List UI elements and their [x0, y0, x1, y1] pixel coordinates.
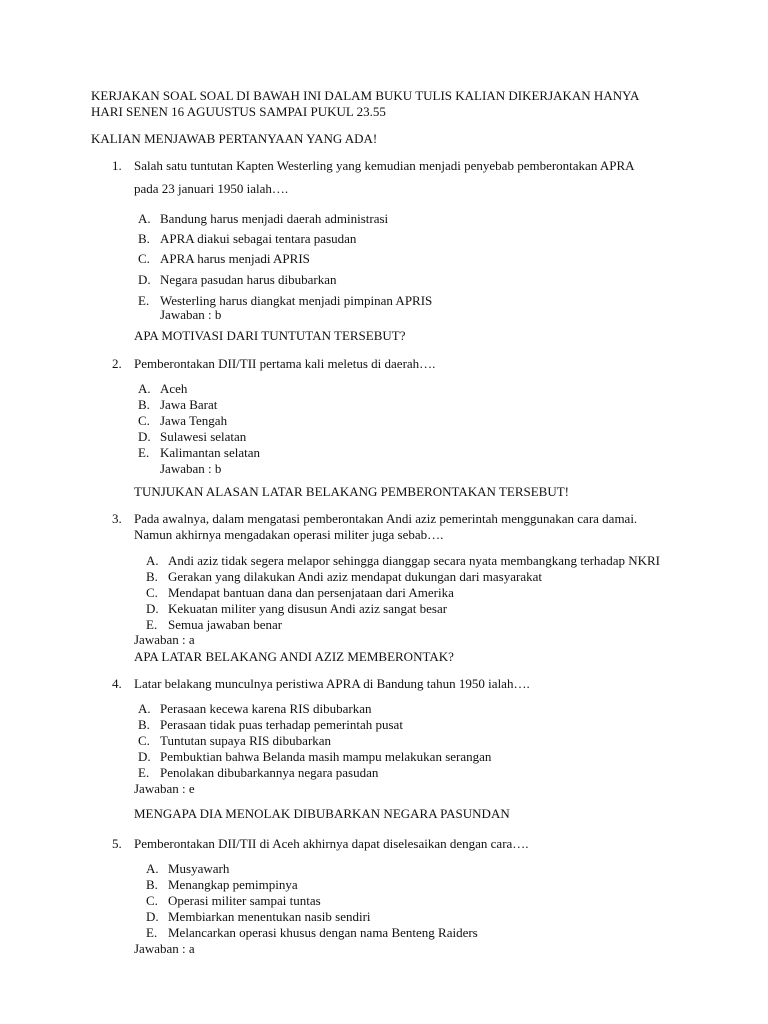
question-5-answer: Jawaban : a — [134, 941, 195, 956]
option-text: Musyawarh — [168, 861, 230, 876]
option-text: Operasi militer sampai tuntas — [168, 893, 321, 908]
option-letter: D. — [138, 429, 151, 444]
option-text: Tuntutan supaya RIS dibubarkan — [160, 733, 332, 748]
option-letter: D. — [146, 601, 159, 616]
question-5-number: 5. — [112, 836, 122, 851]
option-letter: A. — [138, 381, 151, 396]
option-letter: B. — [146, 569, 158, 584]
question-3-answer: Jawaban : a — [134, 632, 195, 647]
option-letter: E. — [146, 617, 158, 632]
option-text: Negara pasudan harus dibubarkan — [160, 272, 337, 287]
question-3-text-line2: Namun akhirnya mengadakan operasi militer juga sebab…. — [134, 527, 444, 542]
question-2-follow-up: TUNJUKAN ALASAN LATAR BELAKANG PEMBERONTAKAN TERSEBUT! — [134, 484, 569, 499]
option-text: Aceh — [160, 381, 188, 396]
option-text: Gerakan yang dilakukan Andi aziz mendapat dukungan dari masyarakat — [168, 569, 542, 584]
option-text: Pembuktian bahwa Belanda masih mampu melakukan serangan — [160, 749, 492, 764]
option-text: Jawa Barat — [160, 397, 218, 412]
question-4-text: Latar belakang munculnya peristiwa APRA di Bandung tahun 1950 ialah…. — [134, 676, 530, 691]
option-letter: D. — [138, 272, 151, 287]
question-4-number: 4. — [112, 676, 122, 691]
option-letter: A. — [138, 211, 151, 226]
option-text: Mendapat bantuan dana dan persenjataan dari Amerika — [168, 585, 454, 600]
question-1-text-line2: pada 23 januari 1950 ialah…. — [134, 181, 289, 196]
option-text: Andi aziz tidak segera melapor sehingga dianggap secara nyata membangkang terhadap NKRI — [168, 553, 661, 568]
question-2-number: 2. — [112, 356, 122, 371]
option-text: Membiarkan menentukan nasib sendiri — [168, 909, 371, 924]
option-letter: E. — [138, 445, 150, 460]
question-3-follow-up: APA LATAR BELAKANG ANDI AZIZ MEMBERONTAK? — [134, 649, 454, 664]
instruction-heading: KERJAKAN SOAL SOAL DI BAWAH INI DALAM BUKU TULIS KALIAN DIKERJAKAN HANYA HARI SENEN 16 AGUUSTUS SAMPAI PUKUL 23.55 — [91, 88, 640, 119]
question-1-text: Salah satu tuntutan Kapten Westerling yang kemudian menjadi penyebab pemberontakan APRA — [134, 158, 635, 173]
option-letter: B. — [138, 231, 150, 246]
option-text: Perasaan kecewa karena RIS dibubarkan — [160, 701, 372, 716]
question-1-follow-up: APA MOTIVASI DARI TUNTUTAN TERSEBUT? — [134, 328, 406, 343]
option-letter: A. — [146, 861, 159, 876]
option-text: APRA diakui sebagai tentara pasudan — [160, 231, 357, 246]
question-2-answer: Jawaban : b — [160, 461, 222, 476]
option-letter: D. — [146, 909, 159, 924]
question-5-text: Pemberontakan DII/TII di Aceh akhirnya dapat diselesaikan dengan cara…. — [134, 836, 529, 851]
option-text: APRA harus menjadi APRIS — [160, 251, 310, 266]
option-letter: E. — [138, 765, 150, 780]
option-text: Westerling harus diangkat menjadi pimpinan APRIS — [160, 293, 433, 308]
question-3-text: Pada awalnya, dalam mengatasi pemberontakan Andi aziz pemerintah menggunakan cara damai. — [134, 511, 638, 526]
option-letter: C. — [138, 251, 150, 266]
option-text: Jawa Tengah — [160, 413, 228, 428]
question-1-number: 1. — [112, 158, 122, 173]
answer-prompt: KALIAN MENJAWAB PERTANYAAN YANG ADA! — [91, 131, 378, 146]
question-1-answer: Jawaban : b — [160, 307, 222, 322]
option-letter: C. — [146, 585, 158, 600]
option-letter: A. — [146, 553, 159, 568]
question-4-answer: Jawaban : e — [134, 781, 195, 796]
option-text: Melancarkan operasi khusus dengan nama Benteng Raiders — [168, 925, 478, 940]
option-text: Kalimantan selatan — [160, 445, 260, 460]
option-text: Semua jawaban benar — [168, 617, 283, 632]
option-letter: C. — [138, 733, 150, 748]
option-letter: E. — [138, 293, 150, 308]
option-letter: D. — [138, 749, 151, 764]
option-letter: C. — [138, 413, 150, 428]
option-letter: C. — [146, 893, 158, 908]
question-3-number: 3. — [112, 511, 122, 526]
option-text: Menangkap pemimpinya — [168, 877, 298, 892]
option-text: Sulawesi selatan — [160, 429, 247, 444]
option-text: Penolakan dibubarkannya negara pasudan — [160, 765, 379, 780]
option-letter: B. — [146, 877, 158, 892]
question-2-text: Pemberontakan DII/TII pertama kali meletus di daerah…. — [134, 356, 436, 371]
question-4-follow-up: MENGAPA DIA MENOLAK DIBUBARKAN NEGARA PASUNDAN — [134, 806, 510, 821]
option-letter: E. — [146, 925, 158, 940]
option-text: Perasaan tidak puas terhadap pemerintah pusat — [160, 717, 403, 732]
option-text: Bandung harus menjadi daerah administrasi — [160, 211, 389, 226]
option-letter: B. — [138, 717, 150, 732]
option-letter: B. — [138, 397, 150, 412]
option-letter: A. — [138, 701, 151, 716]
option-text: Kekuatan militer yang disusun Andi aziz sangat besar — [168, 601, 448, 616]
